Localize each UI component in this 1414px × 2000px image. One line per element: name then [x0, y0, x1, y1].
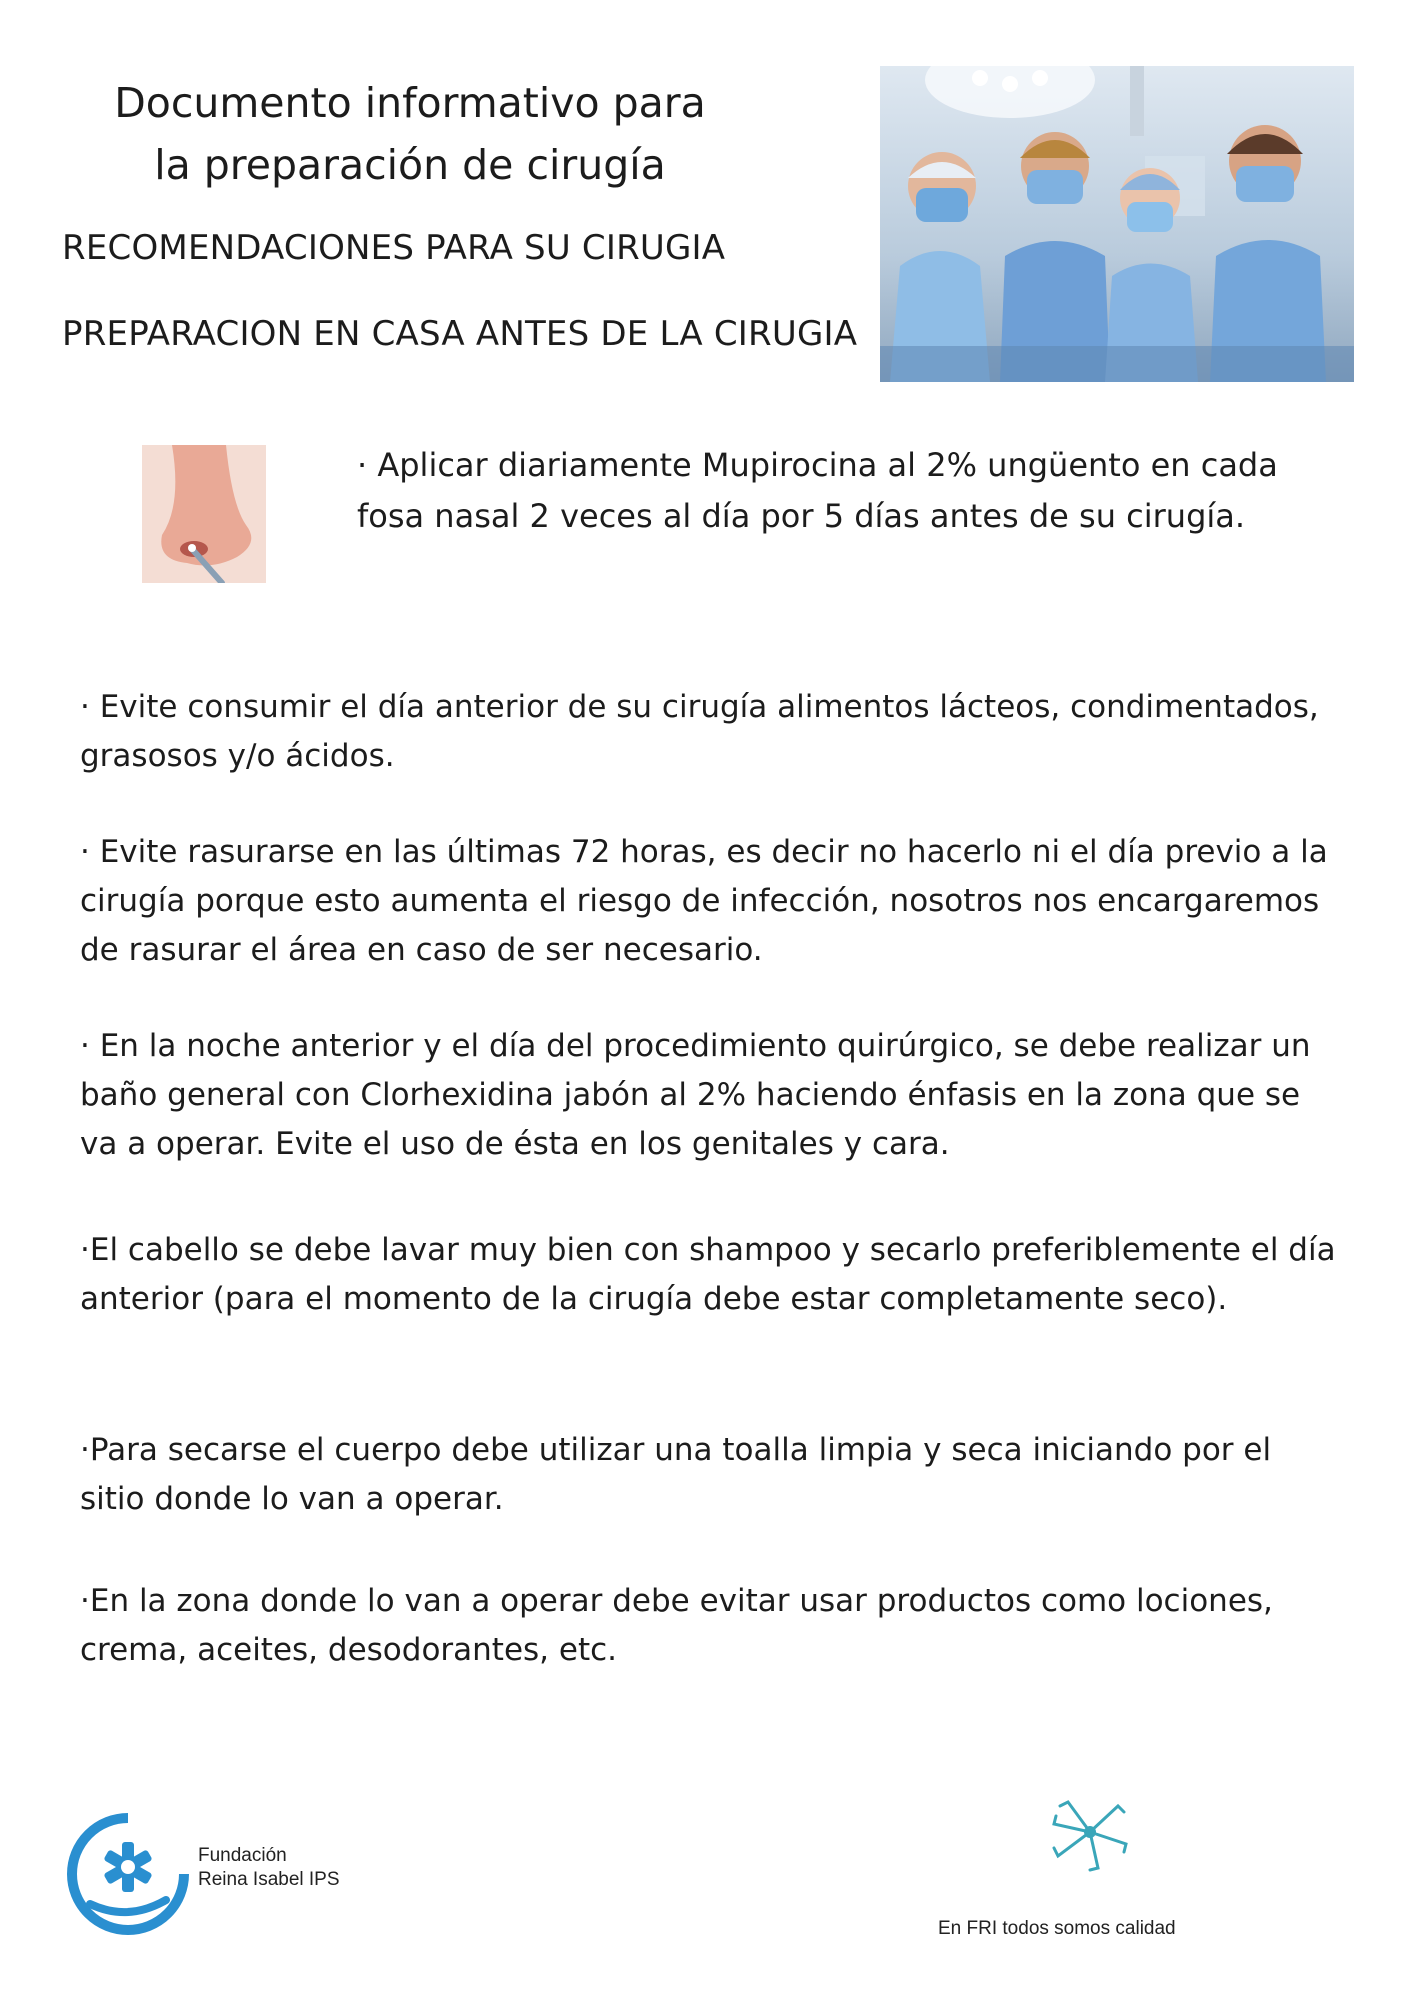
- recommendation-shaving: · Evite rasurarse en las últimas 72 horas, es decir no hacerlo ni el día previo a la cirugía porque esto aumenta el riesgo de infección, nosotros nos encargaremos de rasurar el área en caso de ser necesario.: [80, 834, 1328, 968]
- foundation-name: [198, 1844, 340, 1892]
- org-line-1: Fundación: [198, 1845, 287, 1866]
- recommendation-drying: ·Para secarse el cuerpo debe utilizar una toalla limpia y seca iniciando por el sitio donde lo van a operar.: [80, 1432, 1272, 1517]
- recommendation-chlorhexidine-bath: · En la noche anterior y el día del procedimiento quirúrgico, se debe realizar un baño general con Clorhexidina jabón al 2% haciendo énfasis en la zona que se va a operar. Evite el uso de ésta en los genitales y cara.: [80, 1028, 1311, 1162]
- recommendation-hair-wash: ·El cabello se debe lavar muy bien con shampoo y secarlo preferiblemente el día anterior (para el momento de la cirugía debe estar completamente seco).: [80, 1232, 1336, 1317]
- subtitle-home-preparation: PREPARACION EN CASA ANTES DE LA CIRUGIA: [62, 314, 858, 354]
- hands-circle-icon: [1048, 1792, 1132, 1872]
- title-line-1: Documento informativo para: [114, 79, 706, 127]
- recommendation-avoid-products: ·En la zona donde lo van a operar debe evitar usar productos como lociones, crema, aceites, desodorantes, etc.: [80, 1583, 1273, 1668]
- document-title: [60, 72, 760, 196]
- surgical-team-photo: [880, 66, 1354, 382]
- org-line-2: Reina Isabel IPS: [198, 1869, 340, 1890]
- recommendation-diet: · Evite consumir el día anterior de su cirugía alimentos lácteos, condimentados, grasosos y/o ácidos.: [80, 689, 1319, 774]
- subtitle-recommendations: RECOMENDACIONES PARA SU CIRUGIA: [62, 228, 726, 268]
- title-line-2: la preparación de cirugía: [154, 141, 666, 189]
- slogan: En FRI todos somos calidad: [938, 1918, 1176, 1939]
- foundation-logo: [66, 1812, 190, 1936]
- nose-ointment-illustration: [142, 445, 266, 583]
- recommendation-mupirocin: · Aplicar diariamente Mupirocina al 2% ungüento en cada fosa nasal 2 veces al día por 5 días antes de su cirugía.: [357, 446, 1278, 535]
